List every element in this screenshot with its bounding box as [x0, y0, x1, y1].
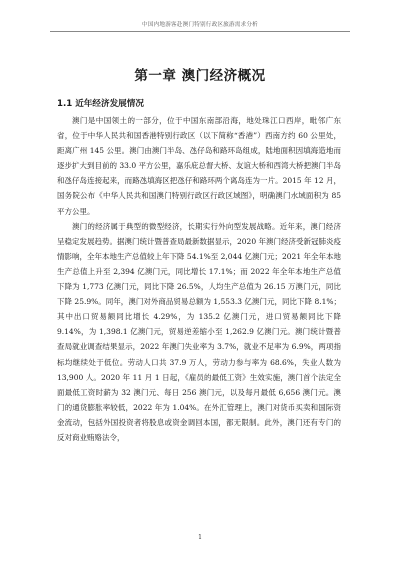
paragraph: 澳门是中国领土的一部分，位于中国东南部沿海，地处珠江口西岸，毗邻广东省，位于中华人民共和国香港特别行政区（以下简称“香港”）西南方约 60 公里处，距离广州 145 公里。澳门由澳门半岛、氹仔岛和路环岛组成，陆地面积因填海造地而逐步扩大到目前的 33.0 平方公里，嘉乐庇总督大桥、友谊大桥和西湾大桥把澳门半岛和氹仔岛连接起来，而路氹填海区把氹仔和路环两个离岛连为一片。2015 年 12 月，国务院公布《中华人民共和国澳门特别行政区行政区域图》，明确澳门水域面积为 85 平方公里。	[57, 116, 341, 216]
page-number: 1	[198, 534, 202, 541]
body-text	[57, 113, 341, 445]
chapter-title: 第一章 澳门经济概况	[134, 68, 266, 84]
section-title: 1.1 近年经济发展情况	[57, 99, 144, 109]
running-header: 中国内地游客赴澳门特别行政区旅游需求分析	[50, 20, 350, 32]
paragraph: 澳门的经济属于典型的微型经济，长期实行外向型发展战略。近年来，澳门经济呈稳定发展趋势。据澳门统计暨普查局最新数据显示，2020 年澳门经济受新冠肺炎疫情影响，全年本地生产总值较上年下降 54.1%至 2,044 亿澳门元；2021 年全年本地生产总值上升至 2,394 亿澳门元，同比增长 17.1%；而 2022 年全年本地生产总值下降为 1,773 亿澳门元，同比下降 26.5%，人均生产总值为 26.15 万澳门元，同比下降 25.9%。同年，澳门对外商品贸易总额为 1,553.3 亿澳门元，同比下降 8.1%；其中出口贸易额同比增长 4.29%，为 135.2 亿澳门元，进口贸易额同比下降 9.14%，为 1,398.1 亿澳门元，贸易逆差缩小至 1,262.9 亿澳门元。澳门统计暨普查局就业调查结果显示，2022 年澳门失业率为 3.7%，就业不足率为 6.9%，两项指标均继续处于低位。劳动人口共 37.9 万人，劳动力参与率为 68.6%，失业人数为 13,900 人。2020 年 11 月 1 日起，《雇员的最低工资》生效实施，澳门首个法定全面最低工资时薪为 32 澳门元、每日 256 澳门元，以及每月最低 6,656 澳门元。澳门的通货膨胀率较低，2022 年为 1.04%。在外汇管理上，澳门对货币买卖和国际资金流动，包括外国投资者将股息或资金调回本国，都无限制。此外，澳门还有专门的反对商业贿赂法令，	[57, 221, 341, 442]
